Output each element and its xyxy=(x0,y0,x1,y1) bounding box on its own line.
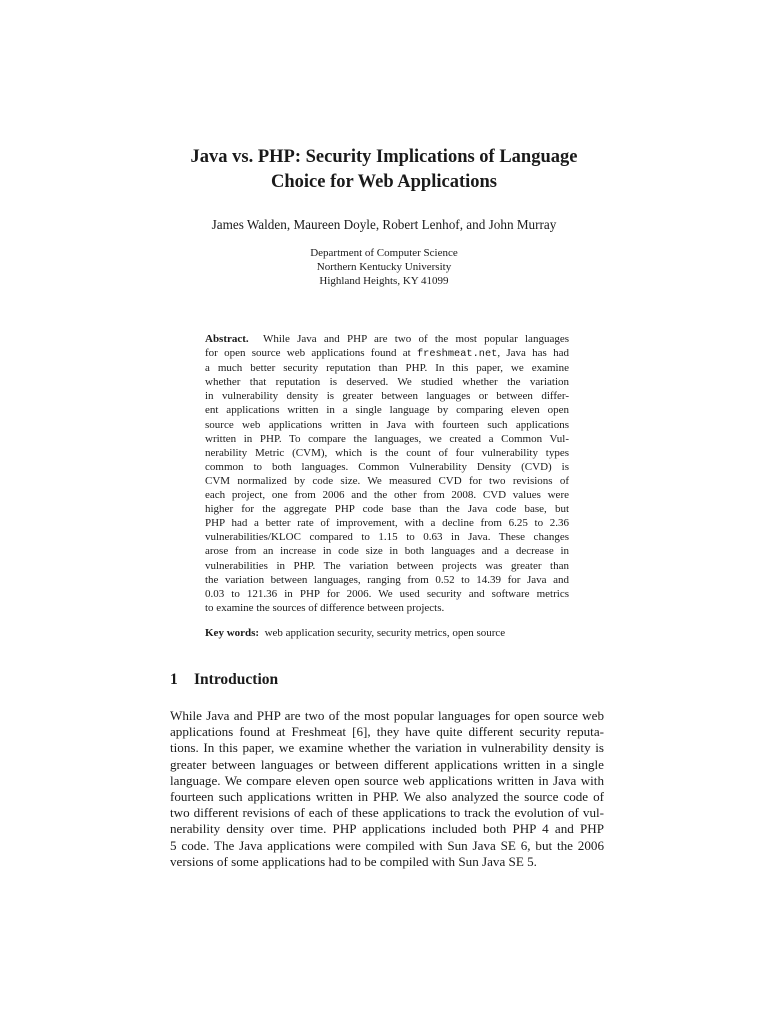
abstract-text: While Java and PHP are two of the most popular languages xyxy=(262,333,569,345)
abstract-line: CVM normalized by code size. We measured CVD for two revisions of xyxy=(205,474,569,487)
affiliation-location: Highland Heights, KY 41099 xyxy=(319,275,449,287)
section-number: 1 xyxy=(170,671,178,688)
abstract-line: ent applications written in a single language by comparing eleven open xyxy=(205,404,569,417)
abstract-line: PHP had a better rate of improvement, with a decline from 6.25 to 2.36 xyxy=(205,517,569,530)
affiliation-department: Department of Computer Science xyxy=(310,247,458,259)
abstract-line: the variation between languages, ranging from 0.52 to 14.39 for Java and xyxy=(205,573,569,586)
intro-line: language. We compare eleven open source web applications written in Java with xyxy=(170,772,604,788)
intro-line: greater between languages or between different applications written in a single xyxy=(170,756,604,772)
abstract-line: nerability Metric (CVM), which is the count of four vulnerability types xyxy=(205,446,569,459)
intro-line: fourteen such applications written in PHP. We also analyzed the source code of xyxy=(170,789,604,805)
freshmeat-code: freshmeat.net xyxy=(416,348,498,361)
intro-line: 5 code. The Java applications were compiled with Sun Java SE 6, but the 2006 xyxy=(170,837,604,853)
abstract xyxy=(205,332,569,615)
abstract-line: written in PHP. To compare the languages, we created a Common Vul- xyxy=(205,432,569,445)
author-list: James Walden, Maureen Doyle, Robert Lenhof, and John Murray xyxy=(211,217,557,232)
abstract-text: for open source web applications found at xyxy=(205,347,411,360)
paper-title xyxy=(0,145,768,195)
abstract-line: each project, one from 2006 and the other from 2008. CVD values were xyxy=(205,489,569,502)
section-title: Introduction xyxy=(194,671,279,688)
abstract-line: source web applications written in Java with fourteen such applications xyxy=(205,418,569,431)
keywords xyxy=(205,627,569,639)
abstract-line: 0.03 to 121.36 in PHP for 2006. We used security and software metrics xyxy=(205,587,569,600)
abstract-line xyxy=(205,346,569,361)
abstract-line: a much better security reputation than PHP. In this paper, we examine xyxy=(205,362,569,375)
affiliation xyxy=(0,246,768,288)
title-line-1: Java vs. PHP: Security Implications of Language xyxy=(190,147,578,167)
abstract-line: common to both languages. Common Vulnerability Density (CVD) is xyxy=(205,460,569,473)
keywords-text: web application security, security metrics, open source xyxy=(264,627,506,639)
section-heading xyxy=(170,671,278,689)
abstract-line: in vulnerability density is greater between languages or between differ- xyxy=(205,390,569,403)
introduction-body xyxy=(170,708,604,870)
intro-line: nerability density over time. PHP applications included both PHP 4 and PHP xyxy=(170,821,604,837)
intro-line: tions. In this paper, we examine whether the variation in vulnerability density is xyxy=(170,740,604,756)
intro-line: versions of some applications had to be compiled with Sun Java SE 5. xyxy=(170,853,537,869)
intro-line: applications found at Freshmeat [6], they have quite different security reputa- xyxy=(170,724,604,740)
abstract-label: Abstract. xyxy=(205,333,249,345)
abstract-line: arose from an increase in code size in both languages and a decrease in xyxy=(205,545,569,558)
abstract-line: to examine the sources of difference between projects. xyxy=(205,601,445,614)
keywords-label: Key words: xyxy=(205,627,260,639)
title-line-2: Choice for Web Applications xyxy=(271,172,497,192)
abstract-text: , Java has had xyxy=(497,347,569,360)
abstract-line: vulnerabilities in PHP. The variation between projects was greater than xyxy=(205,559,569,572)
abstract-line: higher for the aggregate PHP code base than the Java code base, but xyxy=(205,503,569,516)
abstract-line: vulnerabilities/KLOC compared to 1.15 to 0.63 in Java. These changes xyxy=(205,531,569,544)
intro-line: While Java and PHP are two of the most popular languages for open source web xyxy=(170,708,604,723)
affiliation-university: Northern Kentucky University xyxy=(316,261,452,273)
abstract-line xyxy=(205,332,569,346)
abstract-line: whether that reputation is deserved. We studied whether the variation xyxy=(205,376,569,389)
intro-line: two different revisions of each of these applications to track the evolution of vul- xyxy=(170,805,604,821)
